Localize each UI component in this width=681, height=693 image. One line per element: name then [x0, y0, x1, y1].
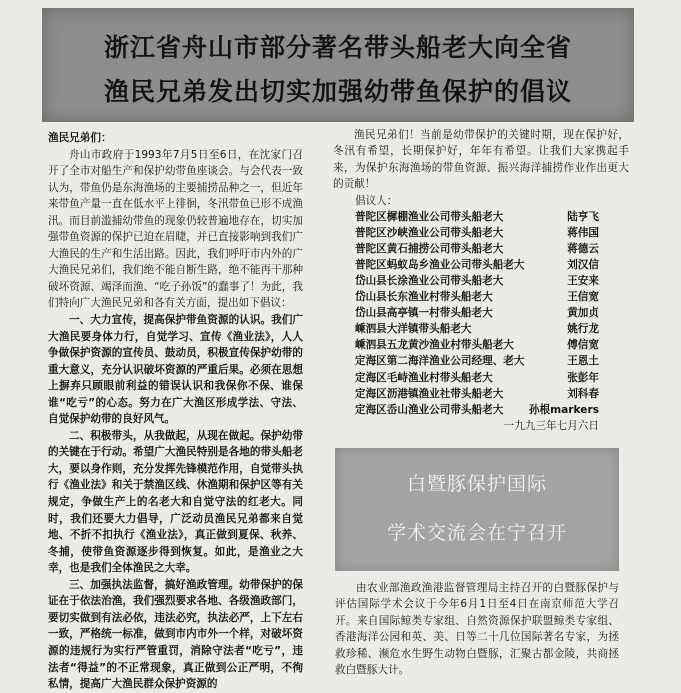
signatory-name: 姚行龙	[567, 323, 599, 336]
article-paragraph: 三、加强执法监督，搞好渔政管理。幼带保护的保证在于依法治渔，我们强烈要求各地、各级渔政部门，要切实做到有法必依，违法必究，执法必严，上下左右一致，严格统一标准，做到市内市外一个样，对破坏资源的违规行为实行严管重罚，消除守法者“吃亏”，违法者“得益”的不正常现象，真正做到公正严明，不徇私情，提高广大渔民群众保护资源的	[48, 578, 303, 691]
signatory-org: 定海区毛峙渔业村带头船老大	[355, 371, 493, 384]
boxed-headline-line-2: 学术交流会在宁召开	[386, 522, 567, 544]
boxed-headline-line-1: 白暨豚保护国际	[406, 473, 547, 495]
article-paragraph: 二、积极带头，从我做起，从现在做起。保护幼带的关键在于行动。希望广大渔民特别是各地的带头船老大，要以身作则，充分发挥先锋模范作用，自觉带头执行《渔业法》和关于禁渔区线、休渔期和保护区等有关规定，争做生产上的名老大和自觉守法的红老大。同时，我们还要大力倡导，广泛动员渔民兄弟都来自觉地、不折不扣执行《渔业法》，真正做到夏保、秋养、冬捕，使带鱼资源逐步得到恢复。如此，是渔业之大幸，也是我们全体渔民之大幸。	[48, 429, 303, 575]
signatory-name: 傅信宽	[567, 339, 599, 352]
headline-line-2: 渔民兄弟发出切实加强幼带鱼保护的倡议	[103, 77, 572, 106]
signatory-row	[333, 386, 629, 402]
article-paragraph: 一、大力宣传，提高保护带鱼资源的认识。我们广大渔民要身体力行，自觉学习、宣传《渔业法》，人人争做保护资源的宣传员、鼓动员，积极宣传保护幼带的重大意义，充分认识破坏资源的严重后果。必须在思想上摒弃只顾眼前利益的错误认识和我保你不保、谁保谁“吃亏”的心态。努力在广大渔区形成学法、守法、自觉保护幼带的良好风气。	[48, 314, 303, 426]
signatory-row	[333, 337, 629, 353]
signatory-row	[333, 353, 629, 369]
article-right-column	[333, 127, 629, 434]
signature-date: 一九九三年七月六日	[503, 419, 599, 432]
signatory-name: 蒋伟国	[567, 227, 599, 240]
signatory-row	[333, 273, 629, 289]
closing-appeal: 渔民兄弟们！当前是幼带保护的关键时期，现在保护好，冬汛有希望，长期保护好，年年有希望。让我们大家携起手来，为保护东海渔场的带鱼资源、振兴海洋捕捞作业作出更大的贡献！	[333, 129, 629, 191]
signatory-row	[333, 225, 629, 241]
signatory-org: 嵊泗县大洋镇带头船老大	[355, 323, 472, 336]
news-paragraph: 由农业部渔政渔港监督管理局主持召开的白暨豚保护与评估国际学术会议于今年6月1日至4日在南京师范大学召开。来自国际鲸类专家组、自然资源保护联盟鲸类专家组、香港海洋公园和英、美、日等二十几位国际著名专家，为拯救珍稀、濒危水生野生动物白暨豚，汇聚古都金陵，共商拯救白暨豚大计。	[335, 582, 619, 677]
article-paragraph: 舟山市政府于1993年7月5日至6日，在沈家门召开了全市对船生产和保护幼带鱼座谈会。与会代表一致认为，带鱼仍是东海渔场的主要捕捞品种之一，但近年来带鱼产量一直在低水平上徘徊，冬汛带鱼已形不成渔汛。而目前滥捕幼带鱼的现象仍较普遍地存在，切实加强带鱼资源的保护已迫在眉睫，并已直接影响到我们广大渔民的生产和生活出路。因此，我们呼吁市内外的广大渔民兄弟们，我们绝不能自断生路，绝不能再干那种破坏资源、竭泽而渔、“吃子孙饭”的蠢事了！为此，我们特向广大渔民兄弟和各有关方面，提出如下倡议：	[48, 148, 303, 310]
signatory-row	[333, 241, 629, 257]
signatory-name: 孙根markers	[528, 403, 599, 416]
signatory-row	[333, 289, 629, 305]
signatory-org: 岱山县长涂渔业公司带头船老大	[355, 275, 504, 288]
signatory-org: 嵊泗县五龙黄沙渔业村带头船老大	[355, 339, 514, 352]
signatory-name: 刘汉信	[567, 259, 599, 272]
signatory-org: 定海区岙山渔业公司带头船老大	[355, 403, 504, 416]
signatory-org: 岱山县长东渔业村带头船老大	[355, 291, 493, 304]
signatory-row	[333, 321, 629, 337]
signatory-list	[333, 209, 629, 418]
salutation: 渔民兄弟们：	[48, 132, 112, 144]
signatory-org: 定海区沥港镇渔业社带头船老大	[355, 387, 504, 400]
signatory-name: 王恩土	[567, 355, 599, 368]
signatory-name: 王安来	[567, 275, 599, 288]
dolphin-headline-box	[335, 448, 619, 571]
signatory-name: 黄加贞	[567, 307, 599, 320]
signatory-org: 普陀区蚂蚁岛乡渔业公司带头船老大	[355, 259, 525, 272]
signatory-row	[333, 370, 629, 386]
signatory-name: 王信宽	[567, 291, 599, 304]
signatory-org: 普陀区樨棚渔业公司带头船老大	[355, 211, 504, 224]
signatory-name: 刘科春	[567, 387, 599, 400]
headline-line-1: 浙江省舟山市部分著名带头船老大向全省	[103, 33, 572, 62]
signatory-name: 蒋德云	[567, 243, 599, 256]
signatory-row	[333, 209, 629, 225]
signatory-org: 岱山县高亭镇一村带头船老大	[355, 307, 493, 320]
dolphin-news-article	[335, 580, 619, 678]
signatory-org: 普陀区黄石捕捞公司带头船老大	[355, 243, 504, 256]
signatory-row	[333, 305, 629, 321]
signatory-row	[333, 402, 629, 418]
signatory-name: 张彭年	[567, 371, 599, 384]
signatory-row	[333, 257, 629, 273]
article-left-column	[48, 130, 303, 693]
signatory-org: 普陀区沙峡渔业公司带头船老大	[355, 227, 504, 240]
signatory-org: 定海区第二海洋渔业公司经理、老大	[355, 355, 525, 368]
proposers-label: 倡议人：	[355, 194, 398, 207]
headline-banner	[42, 8, 634, 122]
signatory-name: 陆亨飞	[567, 211, 599, 224]
